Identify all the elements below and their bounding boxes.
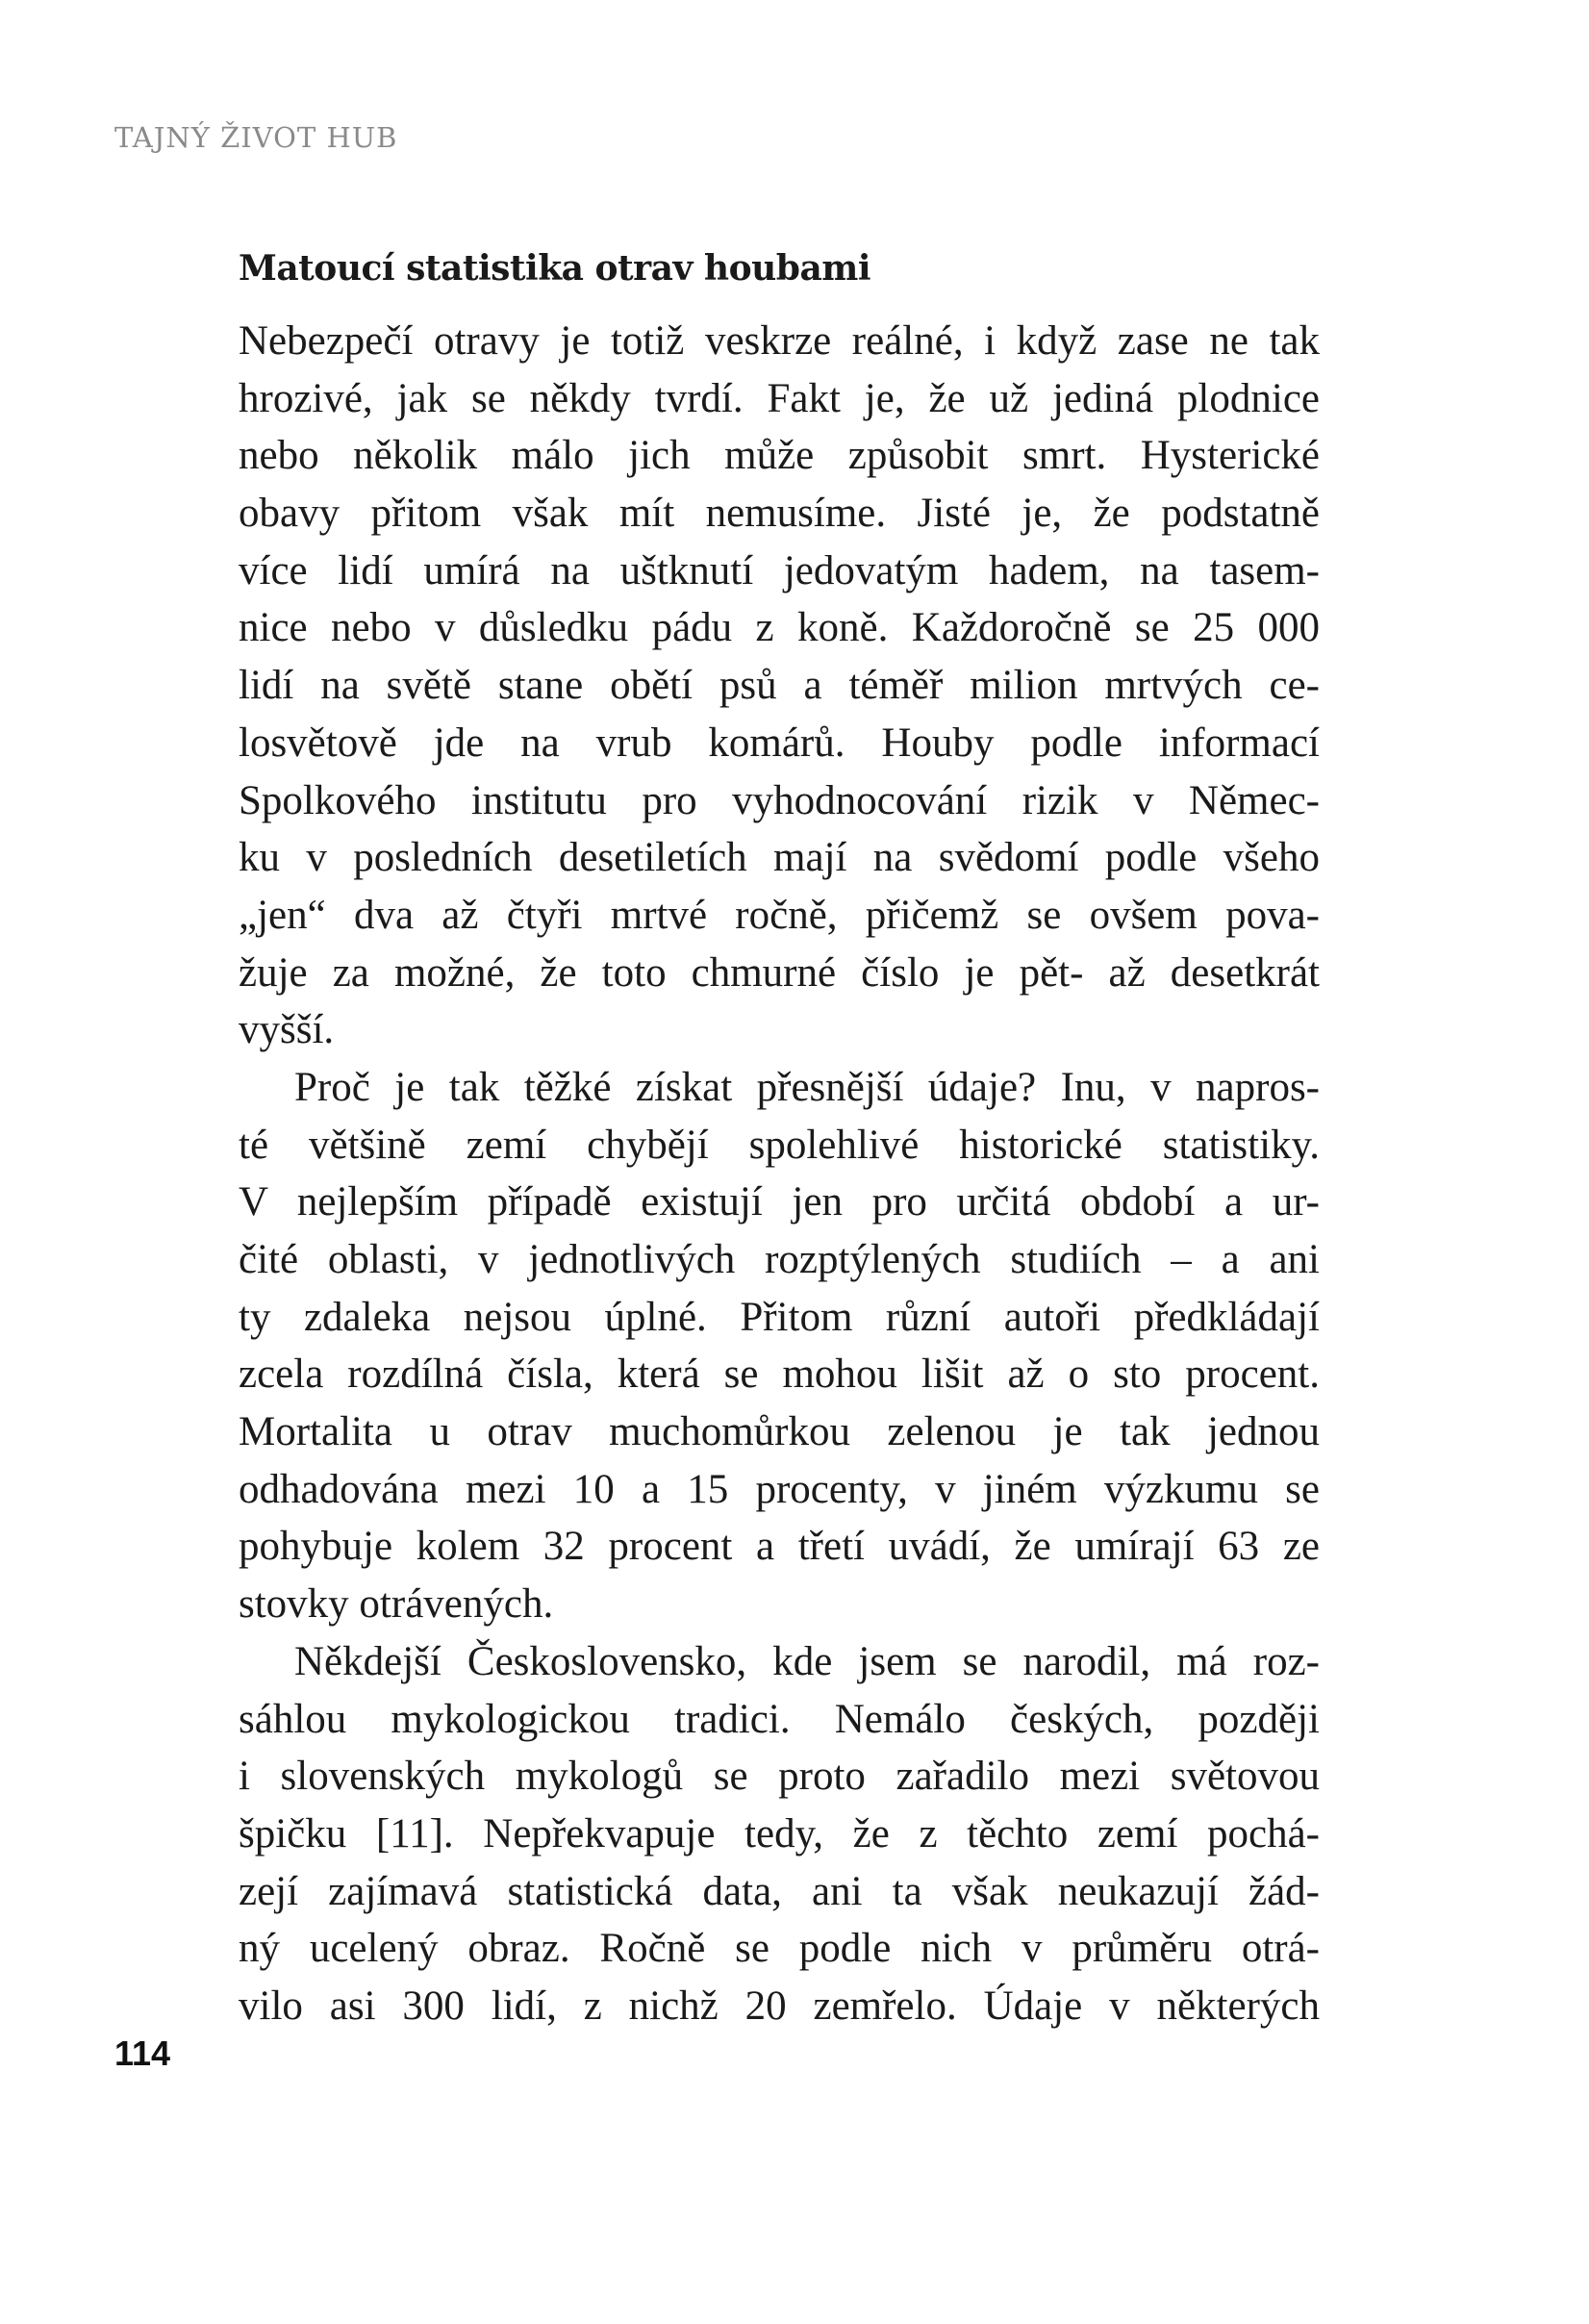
text-line: obavy přitom však mít nemusíme. Jisté je, že podstatně: [239, 491, 1320, 537]
text-line: i slovenských mykologů se proto zařadilo mezi světovou: [239, 1754, 1320, 1800]
text-line: ku v posledních desetiletích mají na svědomí podle všeho: [239, 835, 1320, 881]
text-line: čité oblasti, v jednotlivých rozptýlených studiích – a ani: [239, 1237, 1320, 1282]
text-line: hrozivé, jak se někdy tvrdí. Fakt je, že už jediná plodnice: [239, 375, 1320, 421]
text-line: žuje za možné, že toto chmurné číslo je pět- až desetkrát: [239, 949, 1320, 996]
paragraph: [239, 1059, 1320, 1633]
text-line: nebo několik málo jich může způsobit smrt. Hysterické: [239, 433, 1320, 479]
text-line: ty zdaleka nejsou úplné. Přitom různí autoři předkládají: [239, 1294, 1320, 1340]
text-line: zejí zajímavá statistická data, ani ta však neukazují žád-: [239, 1868, 1320, 1914]
text-line: vyšší.: [239, 1007, 335, 1053]
section-heading: Matoucí statistika otrav houbami: [239, 248, 871, 289]
text-line: V nejlepším případě existují jen pro určitá období a ur-: [239, 1179, 1320, 1225]
paragraph: [239, 1633, 1320, 2035]
text-line: Nebezpečí otravy je totiž veskrze reálné, i když zase ne tak: [239, 318, 1320, 364]
text-line: více lidí umírá na uštknutí jedovatým hadem, na tasem-: [239, 547, 1320, 594]
text-line: vilo asi 300 lidí, z nichž 20 zemřelo. Údaje v některých: [239, 1983, 1320, 2029]
text-line: Mortalita u otrav muchomůrkou zelenou je tak jednou: [239, 1409, 1320, 1455]
text-line: lidí na světě stane obětí psů a téměř milion mrtvých ce-: [239, 663, 1320, 709]
text-line: stovky otrávených.: [239, 1581, 554, 1628]
text-line: Spolkového institutu pro vyhodnocování rizik v Němec-: [239, 777, 1320, 823]
text-line: ný ucelený obraz. Ročně se podle nich v průměru otrá-: [239, 1926, 1320, 1972]
text-line: sáhlou mykologickou tradici. Nemálo českých, později: [239, 1696, 1320, 1742]
text-line: „jen“ dva až čtyři mrtvé ročně, přičemž se ovšem pova-: [239, 892, 1320, 938]
text-line: odhadována mezi 10 a 15 procenty, v jiném výzkumu se: [239, 1466, 1320, 1512]
text-line: pohybuje kolem 32 procent a třetí uvádí, že umírají 63 ze: [239, 1524, 1320, 1570]
running-head: TAJNÝ ŽIVOT HUB: [114, 121, 398, 154]
text-line: Někdejší Československo, kde jsem se narodil, má roz-: [294, 1638, 1320, 1684]
text-line: špičku [11]. Nepřekvapuje tedy, že z těchto zemí pochá-: [239, 1810, 1320, 1857]
paragraph: [239, 313, 1320, 1059]
body-text: [239, 313, 1320, 2035]
text-line: losvětově jde na vrub komárů. Houby podle informací: [239, 720, 1320, 766]
page-number: 114: [114, 2034, 171, 2073]
text-line: Proč je tak těžké získat přesnější údaje? Inu, v napros-: [294, 1064, 1320, 1110]
text-line: zcela rozdílná čísla, která se mohou lišit až o sto procent.: [239, 1351, 1320, 1398]
text-line: nice nebo v důsledku pádu z koně. Každoročně se 25 000: [239, 605, 1320, 651]
text-line: té většině zemí chybějí spolehlivé historické statistiky.: [239, 1122, 1320, 1168]
